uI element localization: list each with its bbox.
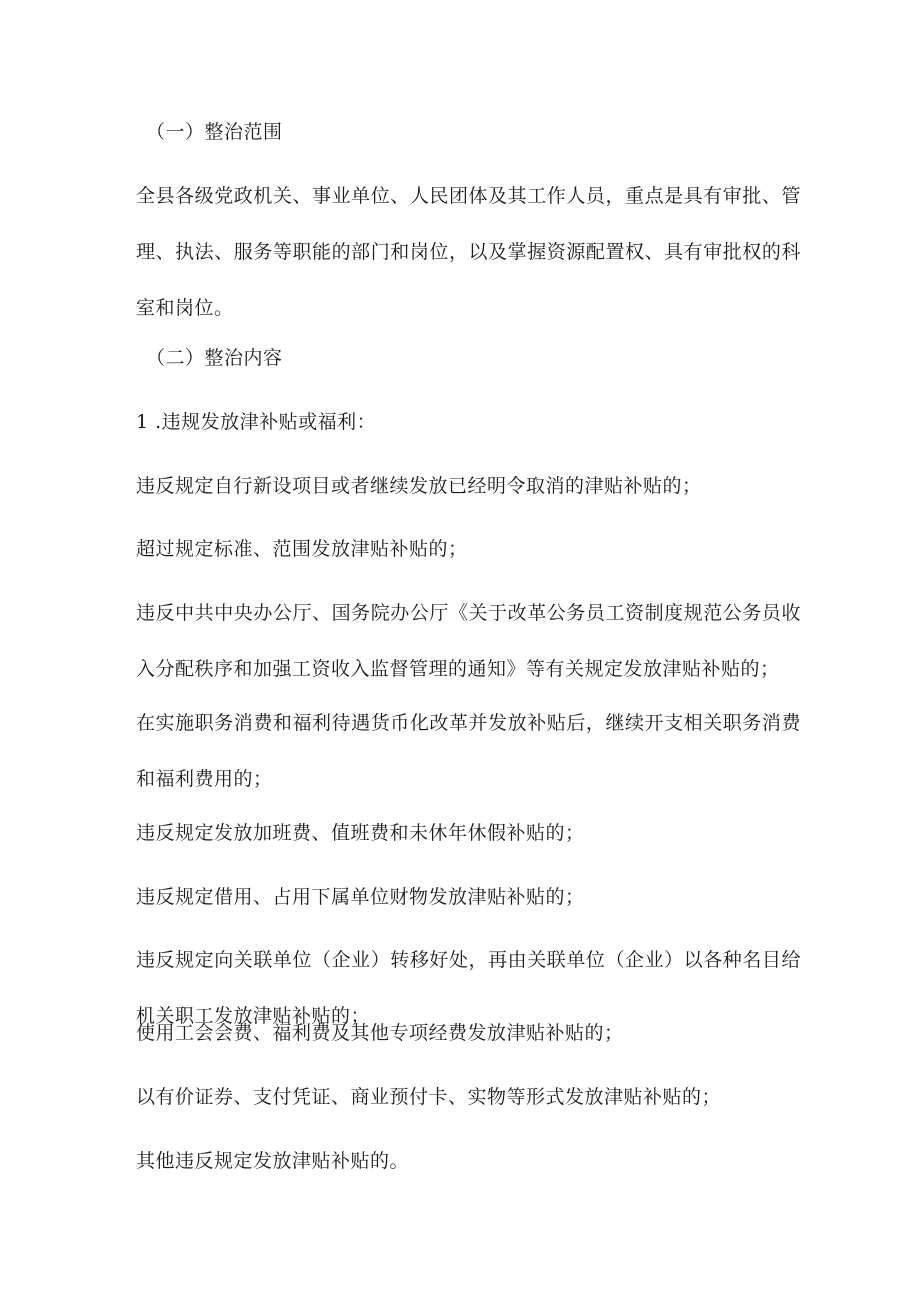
list-item: 以有价证券、支付凭证、商业预付卡、实物等形式发放津贴补贴的； [136, 1086, 722, 1108]
list-item: 超过规定标准、范围发放津贴补贴的； [136, 538, 468, 560]
item-title: 1 .违规发放津补贴或福利： [136, 411, 377, 433]
list-item: 违反规定向关联单位（企业）转移好处，再由关联单位（企业）以各种名目给机关职工发放津贴补贴的； [136, 949, 801, 1027]
list-item: 违反规定自行新设项目或者继续发放已经明令取消的津贴补贴的； [136, 475, 702, 497]
list-item: 违反规定发放加班费、值班费和未休年休假补贴的； [136, 822, 585, 844]
scope-paragraph: 全县各级党政机关、事业单位、人民团体及其工作人员，重点是具有审批、管理、执法、服务等职能的部门和岗位，以及掌握资源配置权、具有审批权的科室和岗位。 [136, 185, 801, 319]
list-item: 使用工会会费、福利费及其他专项经费发放津贴补贴的； [136, 1022, 624, 1044]
list-item: 违反中共中央办公厅、国务院办公厅《关于改革公务员工资制度规范公务员收入分配秩序和加强工资收入监督管理的通知》等有关规定发放津贴补贴的； [136, 602, 801, 680]
list-item: 违反规定借用、占用下属单位财物发放津贴补贴的； [136, 886, 585, 908]
section-heading-scope: （一）整治范围 [146, 121, 283, 143]
list-item: 在实施职务消费和福利待遇货币化改革并发放补贴后，继续开支相关职务消费和福利费用的； [136, 712, 801, 790]
list-item: 其他违反规定发放津贴补贴的。 [136, 1150, 410, 1172]
section-heading-content: （二）整治内容 [146, 347, 283, 369]
